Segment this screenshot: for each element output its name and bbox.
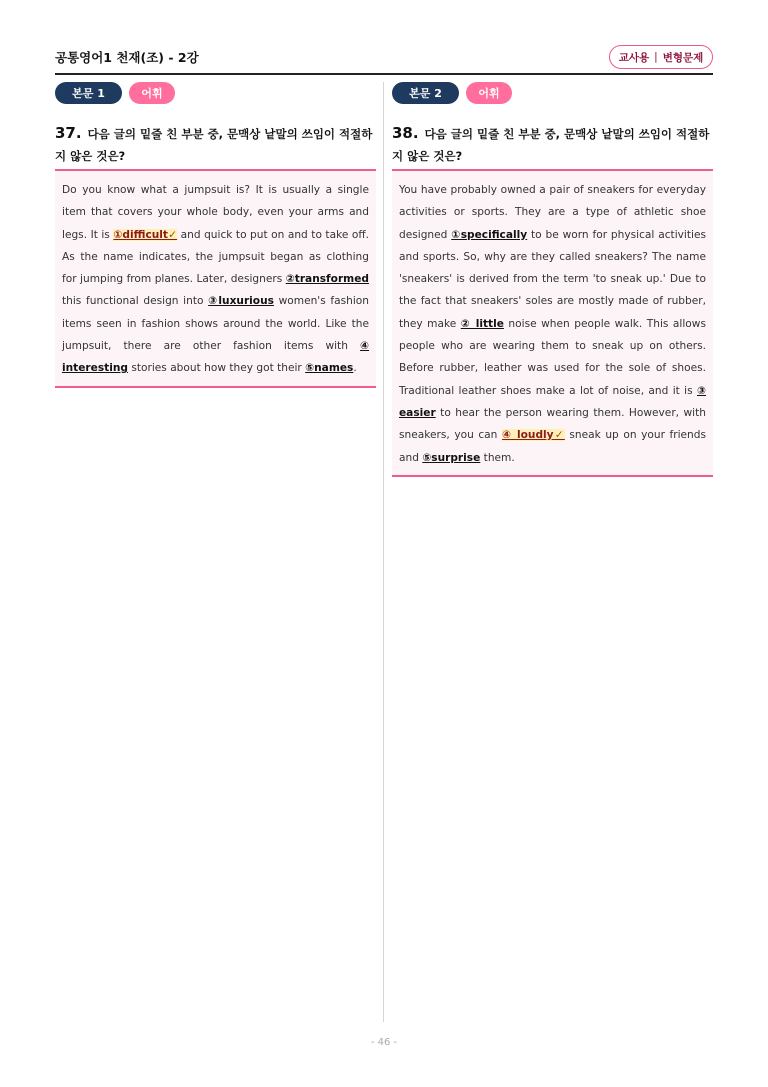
question-prompt xyxy=(392,122,713,166)
passage-tag: 본문 1 xyxy=(55,82,122,104)
check-icon: ✓ xyxy=(167,228,178,241)
question-number: 38. xyxy=(392,124,419,142)
passage-text: this functional design into xyxy=(62,295,209,308)
question-text: 다음 글의 밑줄 친 부분 중, 문맥상 낱말의 쓰임이 적절하지 않은 것은? xyxy=(392,127,710,163)
header-rule xyxy=(55,73,713,75)
option-4-text: ④ loudly xyxy=(501,429,554,442)
column-divider xyxy=(383,82,384,1022)
passage-text: and quick to put on and to take off. As the name indicates, the jumpsuit began as clothing for jumping from planes. Later, designers xyxy=(62,228,369,286)
option-1-text: ①difficult xyxy=(113,228,168,241)
passage-text: You have probably owned a pair of sneakers for everyday activities or sports. They are a type of athletic shoe designed xyxy=(399,184,706,241)
page-number: - 46 - xyxy=(370,1037,398,1048)
passage-box xyxy=(392,171,713,477)
passage-text: noise when people walk. This allows people who are wearing them to sneak up on others. Before rubber, leather was used for the sole of shoes. Traditional leather shoes make a lot of noise, and it is xyxy=(399,317,706,397)
option-4-answer xyxy=(502,429,565,441)
option-1-answer xyxy=(113,229,177,241)
question-number: 37. xyxy=(55,124,82,142)
option-3: ③luxurious xyxy=(208,295,274,308)
badge-type-label: 변형문제 xyxy=(662,51,704,64)
passage-text: stories about how they got their xyxy=(127,362,306,375)
type-tag: 어휘 xyxy=(466,82,512,104)
passage-text: sneak up on your friends and xyxy=(399,429,706,464)
question-text: 다음 글의 밑줄 친 부분 중, 문맥상 낱말의 쓰임이 적절하지 않은 것은? xyxy=(55,127,373,163)
passage-text: them. xyxy=(480,451,515,464)
option-5: ⑤surprise xyxy=(422,451,481,464)
check-icon: ✓ xyxy=(553,429,565,442)
option-5: ⑤names xyxy=(305,362,354,375)
passage-text: to hear the person wearing them. However, with sneakers, you can xyxy=(399,406,706,442)
passage-box xyxy=(55,171,376,388)
teacher-version-badge xyxy=(609,45,713,69)
option-1: ①specifically xyxy=(451,228,528,241)
badge-separator: | xyxy=(654,51,658,63)
badge-teacher-label: 교사용 xyxy=(618,51,650,64)
question-tags xyxy=(55,82,376,104)
passage-text: . xyxy=(353,362,357,375)
passage-text: women's fashion items seen in fashion shows around the world. Like the jumpsuit, there are other fashion items with xyxy=(62,295,369,353)
type-tag: 어휘 xyxy=(129,82,175,104)
passage-text: to be worn for physical activities and sports. So, why are they called sneakers? The name 'sneakers' is derived from the term 'to sneak up.' Due to the fact that sneakers' soles are mostly made of rubber, they make xyxy=(399,228,706,330)
option-2: ②transformed xyxy=(285,273,369,286)
document-title: 공통영어1 천재(조) - 2강 xyxy=(55,50,199,65)
option-4: ④ interesting xyxy=(62,340,369,375)
option-3: ③ easier xyxy=(399,384,706,419)
question-prompt xyxy=(55,122,376,166)
passage-tag: 본문 2 xyxy=(392,82,459,104)
question-37-column xyxy=(55,82,376,388)
question-tags xyxy=(392,82,713,104)
passage-text: Do you know what a jumpsuit is? It is usually a single item that covers your whole body, even your arms and legs. It is xyxy=(62,184,369,241)
question-38-column xyxy=(392,82,713,477)
option-2: ② little xyxy=(460,317,504,330)
